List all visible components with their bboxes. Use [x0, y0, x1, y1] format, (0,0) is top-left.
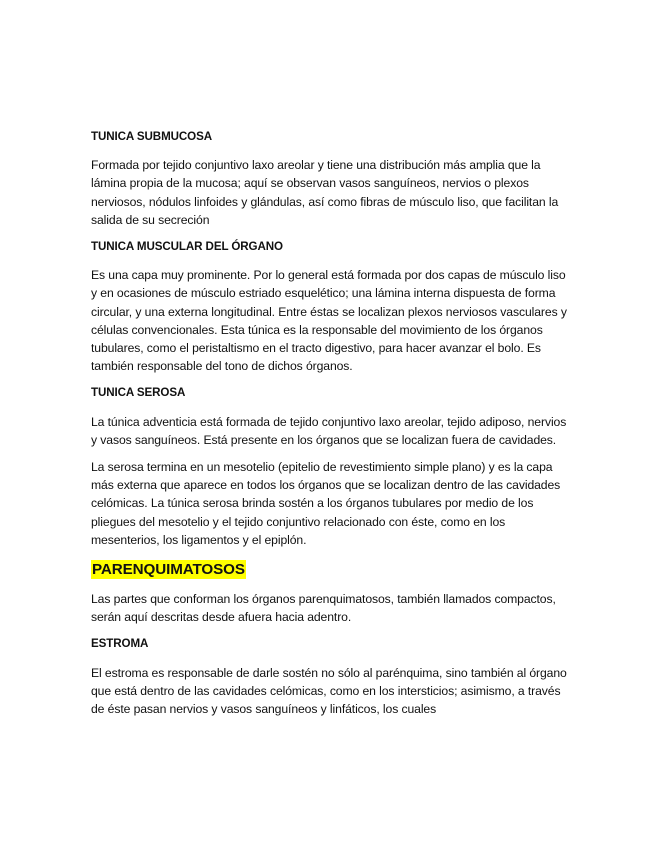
paragraph-submucosa: Formada por tejido conjuntivo laxo areolar y tiene una distribución más amplia que la lámina propia de la mucosa; aquí se observan vasos sanguíneos, nervios o plexos nerviosos, nódulos linfoides y glándulas, así como fibras de músculo liso, que facilitan la salida de su secreción [91, 158, 559, 227]
paragraph-estroma: El estroma es responsable de darle sostén no sólo al parénquima, sino también al órgano que está dentro de las cavidades celómicas, como en los intersticios; asimismo, a través de éste pasan nervios y vasos sanguíneos y linfáticos, los cuales [91, 665, 567, 717]
heading-tunica-submucosa: TUNICA SUBMUCOSA [91, 130, 212, 143]
paragraph-parenquimatosos-intro: Las partes que conforman los órganos parenquimatosos, también llamados compactos, serán aquí descritas desde afuera hacia adentro. [91, 592, 556, 625]
paragraph-muscular: Es una capa muy prominente. Por lo general está formada por dos capas de músculo liso y en ocasiones de músculo estriado esquelético; una lámina interna dispuesta de forma circular, y una externa longitudinal. Entre éstas se localizan plexos nerviosos vasculares y células convencionales. Esta túnica es la responsable del movimiento de los órganos tubulares, como el peristaltismo en el tracto digestivo, para hacer avanzar el bolo. Es también responsable del tono de dichos órganos. [91, 268, 567, 374]
heading-estroma: ESTROMA [91, 637, 149, 651]
document-page [91, 128, 569, 727]
heading-parenquimatosos-highlighted: PARENQUIMATOSOS [92, 561, 245, 579]
paragraph-serosa: La serosa termina en un mesotelio (epitelio de revestimiento simple plano) y es la capa más externa que aparece en todos los órganos que se localizan dentro de las cavidades celómicas. La túnica serosa brinda sostén a los órganos tubulares por medio de los pliegues del mesotelio y el tejido conjuntivo relacionado con éste, como en los mesenterios, los ligamentos y el epiplón. [91, 460, 561, 547]
heading-tunica-serosa: TUNICA SEROSA [91, 386, 186, 400]
paragraph-adventicia: La túnica adventicia está formada de tejido conjuntivo laxo areolar, tejido adiposo, nervios y vasos sanguíneos. Está presente en los órganos que se localizan fuera de cavidades. [91, 414, 567, 447]
heading-tunica-muscular: TUNICA MUSCULAR DEL ÓRGANO [91, 240, 283, 254]
